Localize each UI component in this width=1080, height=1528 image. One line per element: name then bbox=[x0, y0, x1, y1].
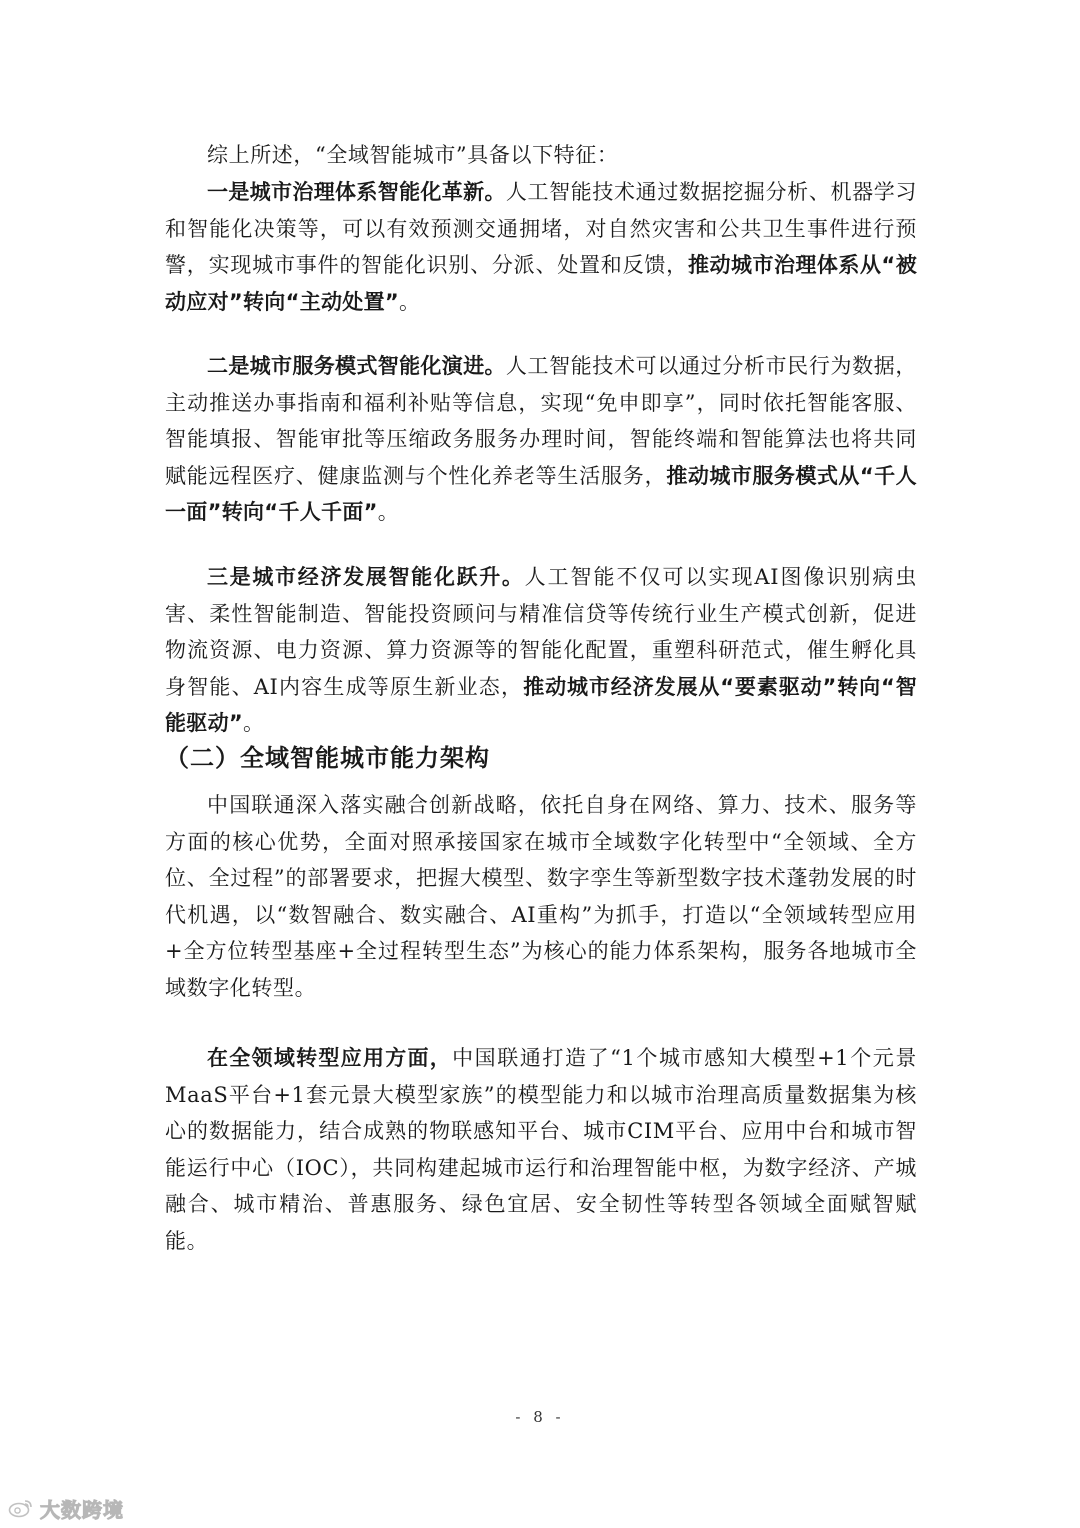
paragraph-application bbox=[165, 1040, 917, 1259]
paragraph-feature-1 bbox=[165, 174, 917, 320]
paragraph-end: 。 bbox=[243, 711, 265, 735]
paragraph-lead: 一是城市治理体系智能化革新。 bbox=[207, 180, 506, 204]
paragraph-emphasis: 推动城市经济发展从“要素驱动”转向“智能驱动” bbox=[165, 674, 917, 735]
watermark-text: 大数跨境 bbox=[40, 1497, 124, 1522]
watermark bbox=[8, 1494, 124, 1522]
paragraph-body: 人工智能技术可以通过分析市民行为数据，主动推送办事指南和福利补贴等信息，实现“免申即享”，同时依托智能客服、智能填报、智能审批等压缩政务服务办理时间，智能终端和智能算法也将共同赋能远程医疗、健康监测与个性化养老等生活服务， bbox=[165, 354, 917, 488]
paragraph-body: 中国联通打造了“1个城市感知大模型+1个元景MaaS平台+1套元景大模型家族”的模型能力和以城市治理高质量数据集为核心的数据能力，结合成熟的物联感知平台、城市CIM平台、应用中台和城市智能运行中心（IOC），共同构建起城市运行和治理智能中枢，为数字经济、产城融合、城市精治、普惠服务、绿色宜居、安全韧性等转型各领域全面赋智赋能。 bbox=[165, 1046, 917, 1253]
paragraph-feature-2 bbox=[165, 348, 917, 531]
paragraph-end: 。 bbox=[377, 500, 400, 524]
paragraph-emphasis: 推动城市治理体系从“被动应对”转向“主动处置” bbox=[165, 253, 917, 314]
paragraph-emphasis: 推动城市服务模式从“千人一面”转向“千人千面” bbox=[165, 463, 917, 524]
paragraph-feature-3 bbox=[165, 559, 917, 742]
paragraph-text: 中国联通深入落实融合创新战略，依托自身在网络、算力、技术、服务等方面的核心优势，全面对照承接国家在城市全域数字化转型中“全领域、全方位、全过程”的部署要求，把握大模型、数字孪生等新型数字技术蓬勃发展的时代机遇，以“数智融合、数实融合、AI重构”为抓手，打造以“全领域转型应用+全方位转型基座+全过程转型生态”为核心的能力体系架构，服务各地城市全域数字化转型。 bbox=[165, 793, 917, 1000]
paragraph-lead: 在全领域转型应用方面， bbox=[207, 1046, 453, 1070]
weibo-logo-icon bbox=[8, 1498, 34, 1518]
paragraph-lead: 二是城市服务模式智能化演进。 bbox=[207, 354, 506, 378]
paragraph-lead: 三是城市经济发展智能化跃升。 bbox=[207, 565, 525, 589]
paragraph-body: 人工智能不仅可以实现AI图像识别病虫害、柔性智能制造、智能投资顾问与精准信贷等传统行业生产模式创新，促进物流资源、电力资源、算力资源等的智能化配置，重塑科研范式，催生孵化具身智能、AI内容生成等原生新业态， bbox=[165, 565, 918, 699]
paragraph-capability bbox=[165, 787, 917, 1006]
section-heading: （二）全域智能城市能力架构 bbox=[165, 744, 490, 772]
paragraph-summary bbox=[165, 137, 917, 174]
page-number: - 8 - bbox=[515, 1408, 565, 1426]
paragraph-text: 综上所述，“全域智能城市”具备以下特征： bbox=[207, 143, 619, 167]
paragraph-body: 人工智能技术通过数据挖掘分析、机器学习和智能化决策等，可以有效预测交通拥堵，对自然灾害和公共卫生事件进行预警，实现城市事件的智能化识别、分派、处置和反馈， bbox=[165, 180, 917, 277]
paragraph-end: 。 bbox=[399, 289, 421, 314]
